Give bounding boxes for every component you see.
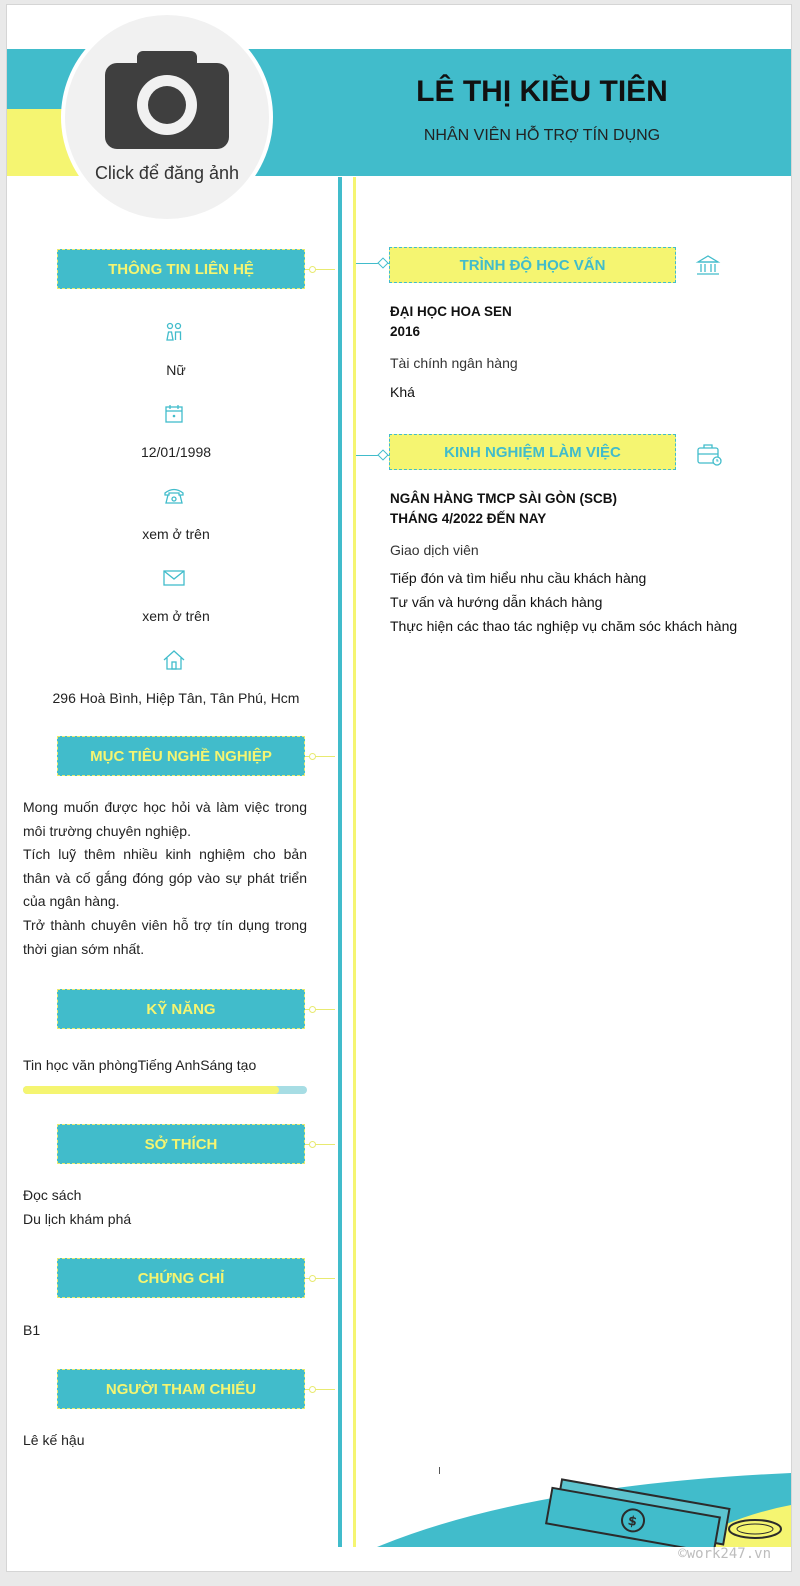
education-school: ĐẠI HỌC HOA SEN [390,304,512,319]
education-major: Tài chính ngân hàng [390,355,518,371]
skills-connector [305,1009,335,1010]
experience-task: Tư vấn và hướng dẫn khách hàng [390,594,603,610]
hobby-item: Đọc sách [23,1187,82,1203]
contact-email: xem ở trên [142,608,210,624]
phone-icon [162,484,186,508]
photo-upload[interactable] [61,11,273,223]
money-footer-art [377,1465,791,1547]
education-heading: TRÌNH ĐỘ HỌC VẤN [389,247,676,283]
objective-text [23,796,307,961]
hobbies-connector [305,1144,335,1145]
experience-position: Giao dịch viên [390,542,479,558]
skills-text: Tin học văn phòngTiếng AnhSáng tạo [23,1057,257,1073]
dollar-sign: $ [626,1513,639,1530]
divider-blue [338,177,342,1547]
experience-task: Tiếp đón và tìm hiểu nhu cầu khách hàng [390,570,647,586]
hobby-item: Du lịch khám phá [23,1211,132,1227]
email-icon [162,566,186,590]
gender-icon [162,320,186,344]
bank-icon [695,253,721,279]
home-icon [162,648,186,672]
experience-task: Thực hiện các thao tác nghiệp vụ chăm sóc khách hàng [390,618,738,634]
job-title: NHÂN VIÊN HỖ TRỢ TÍN DỤNG [423,127,661,144]
skills-heading: KỸ NĂNG [57,989,305,1029]
briefcase-icon [695,440,723,468]
camera-icon [103,43,231,153]
experience-connector [356,455,389,456]
contact-phone: xem ở trên [142,526,210,542]
cv-page [6,4,792,1572]
experience-period: THÁNG 4/2022 ĐẾN NAY [390,511,547,526]
photo-label: Click để đăng ảnh [94,163,240,183]
calendar-icon [162,402,186,426]
contact-heading: THÔNG TIN LIÊN HỆ [57,249,305,289]
watermark: ©work247.vn [678,1546,771,1562]
reference-item: Lê kế hậu [23,1432,85,1448]
contact-gender: Nữ [166,362,186,378]
experience-company: NGÂN HÀNG TMCP SÀI GÒN (SCB) [390,491,618,506]
skill-bar [23,1086,307,1094]
certificate-item: B1 [23,1322,41,1338]
hobbies-heading: SỞ THÍCH [57,1124,305,1164]
references-connector [305,1389,335,1390]
contact-connector [305,269,335,270]
certificates-heading: CHỨNG CHỈ [57,1258,305,1298]
contact-address: 296 Hoà Bình, Hiệp Tân, Tân Phú, Hcm [52,690,300,706]
objective-line: Trở thành chuyên viên hỗ trợ tín dụng trong thời gian sớm nhất. [23,916,307,957]
objective-line: Mong muốn được học hỏi và làm việc trong môi trường chuyên nghiệp. [23,799,307,839]
coin-icon [729,1520,781,1538]
skill-bar-fill [23,1086,279,1094]
references-heading: NGƯỜI THAM CHIẾU [57,1369,305,1409]
experience-heading: KINH NGHIỆM LÀM VIỆC [389,434,676,470]
education-grade: Khá [390,384,415,400]
education-year: 2016 [390,324,421,339]
objective-connector [305,756,335,757]
candidate-name: LÊ THỊ KIỀU TIÊN [416,75,668,108]
contact-birthday: 12/01/1998 [140,444,212,460]
objective-line: Tích luỹ thêm nhiều kinh nghiệm cho bản thân và cố gắng đóng góp vào sự phát triển của ngân hàng. [23,846,307,910]
objective-heading: MỤC TIÊU NGHỀ NGHIỆP [57,736,305,776]
divider-yellow [353,177,356,1547]
education-connector [356,263,389,264]
certificates-connector [305,1278,335,1279]
